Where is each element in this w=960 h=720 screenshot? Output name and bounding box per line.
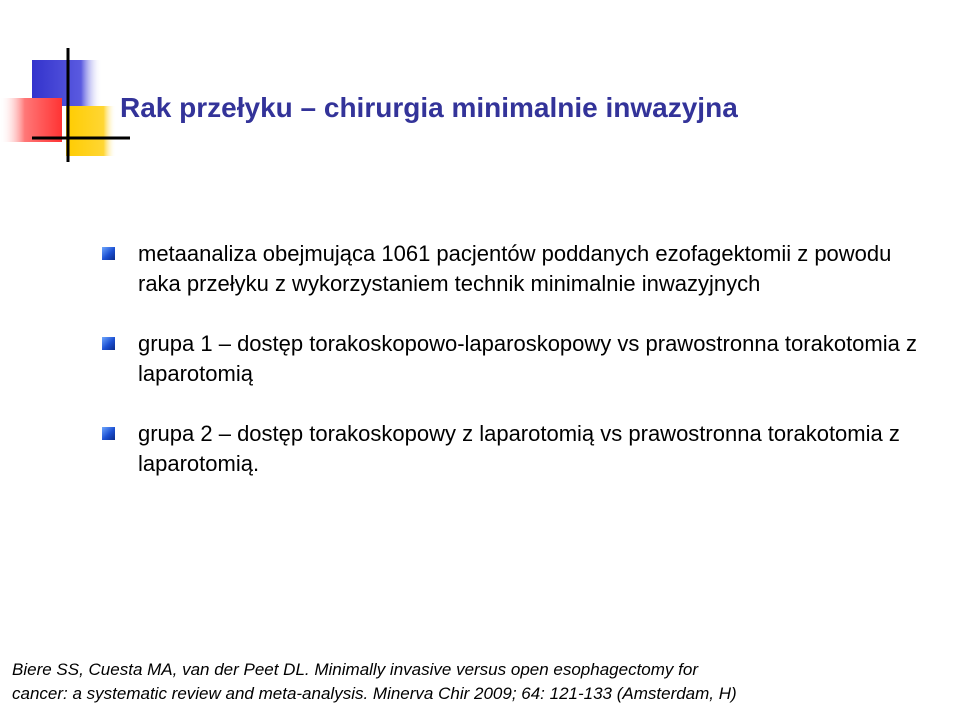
bullet-item	[100, 419, 920, 479]
bullet-text: grupa 1 – dostęp torakoskopowo-laparoskopowy vs prawostronna torakotomia z laparotomią	[138, 331, 917, 386]
blue-square-bullet-icon	[102, 427, 115, 440]
corner-squares-logo	[0, 0, 130, 170]
bullet-list	[100, 239, 920, 509]
bullet-item	[100, 239, 920, 299]
bullet-text: metaanaliza obejmująca 1061 pacjentów poddanych ezofagektomii z powodu raka przełyku z wykorzystaniem technik minimalnie inwazyjnych	[138, 241, 892, 296]
blue-square-bullet-icon	[102, 337, 115, 350]
bullet-text: grupa 2 – dostęp torakoskopowy z laparotomią vs prawostronna torakotomia z laparotomią.	[138, 421, 900, 476]
citation-line: cancer: a systematic review and meta-analysis. Minerva Chir 2009; 64: 121-133 (Amsterdam, H)	[12, 684, 737, 703]
slide-title: Rak przełyku – chirurgia minimalnie inwazyjna	[120, 92, 738, 123]
bullet-item	[100, 329, 920, 389]
logo-red-square	[0, 98, 62, 142]
logo-yellow-square	[66, 106, 116, 156]
blue-square-bullet-icon	[102, 247, 115, 260]
citation	[12, 658, 952, 706]
citation-line: Biere SS, Cuesta MA, van der Peet DL. Minimally invasive versus open esophagectomy for	[12, 660, 698, 679]
